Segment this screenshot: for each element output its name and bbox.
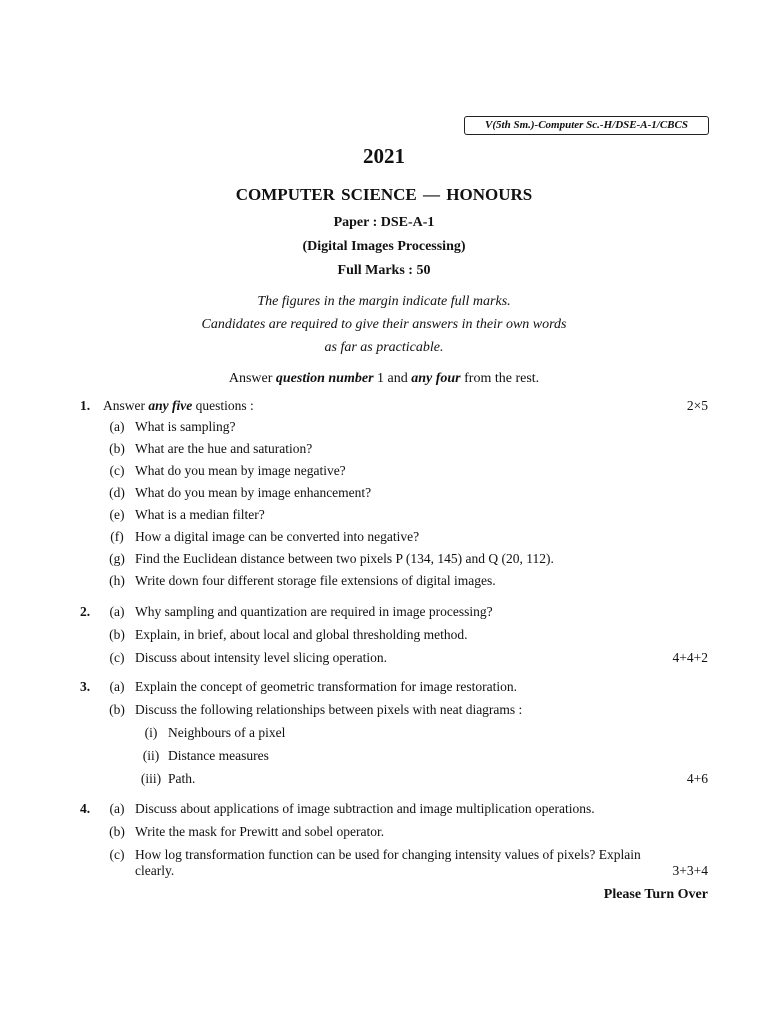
q2-item-label: (b) (109, 627, 125, 642)
q1-stem (103, 398, 254, 414)
paper-code-box: V(5th Sm.)-Computer Sc.-H/DSE-A-1/CBCS (464, 116, 709, 135)
q1-item-label: (a) (109, 419, 125, 434)
q1-stem-suffix: questions : (192, 398, 254, 413)
q2-item-label: (c) (109, 650, 125, 665)
q1-item-label: (f) (110, 529, 124, 544)
q1-item-text: What are the hue and saturation? (135, 441, 313, 456)
q1-item-label: (d) (109, 485, 125, 500)
q3-subitem-text: Path. (168, 771, 196, 786)
q3-subitem-text: Neighbours of a pixel (168, 725, 286, 740)
answer-note-mid: 1 and (373, 371, 412, 386)
q1-item-text: What do you mean by image negative? (135, 463, 346, 478)
please-turn-over: Please Turn Over (603, 887, 708, 902)
instruction-line-3: as far as practicable. (324, 340, 444, 355)
q3-subitem-label: (i) (144, 725, 158, 740)
q1-number: 1. (80, 398, 91, 413)
q3-item-text: Discuss the following relationships between pixels with neat diagrams : (135, 702, 523, 717)
q4-item-text-continuation: clearly. (135, 863, 175, 878)
q4-item-label: (a) (109, 801, 125, 816)
q4-number: 4. (80, 801, 91, 816)
q3-item-label: (b) (109, 702, 125, 717)
q4-item-label: (c) (109, 847, 125, 862)
q4-item-text: How log transformation function can be used for changing intensity values of pixels? Explain (135, 847, 641, 862)
instruction-line-1: The figures in the margin indicate full marks. (257, 294, 511, 309)
answer-note-pre: Answer (228, 371, 276, 386)
q1-item-label: (h) (109, 573, 125, 588)
q1-marks: 2×5 (686, 398, 708, 413)
q1-stem-prefix: Answer (103, 398, 149, 413)
q2-item-label: (a) (109, 604, 125, 619)
q2-number: 2. (80, 604, 91, 619)
q4-item-text: Discuss about applications of image subtraction and image multiplication operations. (135, 801, 595, 816)
q2-marks: 4+4+2 (672, 650, 708, 665)
q3-marks: 4+6 (686, 771, 708, 786)
q3-subitem-label: (ii) (142, 748, 160, 763)
q1-item-label: (b) (109, 441, 125, 456)
q3-item-label: (a) (109, 679, 125, 694)
q4-marks: 3+3+4 (672, 863, 708, 878)
q1-item-label: (g) (109, 551, 125, 566)
q1-item-text: Find the Euclidean distance between two pixels P (134, 145) and Q (20, 112). (135, 551, 554, 566)
subject-title: COMPUTER SCIENCE — HONOURS (235, 185, 533, 204)
q3-subitem-label: (iii) (140, 771, 162, 786)
q2-item-text: Discuss about intensity level slicing operation. (135, 650, 387, 665)
paper-title: (Digital Images Processing) (302, 239, 466, 254)
q1-stem-emph: any five (148, 398, 193, 413)
q4-item-text: Write the mask for Prewitt and sobel operator. (135, 824, 385, 839)
answer-instruction (0, 371, 768, 387)
q1-item-text: How a digital image can be converted into negative? (135, 529, 420, 544)
q3-number: 3. (80, 679, 91, 694)
q1-item-label: (e) (109, 507, 125, 522)
answer-note-bold-1: question number (275, 371, 374, 386)
exam-year: 2021 (363, 144, 405, 168)
instruction-line-2: Candidates are required to give their answers in their own words (201, 317, 567, 332)
q1-item-text: What is a median filter? (135, 507, 265, 522)
full-marks: Full Marks : 50 (337, 263, 431, 278)
q3-item-text: Explain the concept of geometric transformation for image restoration. (135, 679, 517, 694)
q2-item-text: Explain, in brief, about local and global thresholding method. (135, 627, 468, 642)
answer-note-post: from the rest. (460, 371, 540, 386)
paper-code: Paper : DSE-A-1 (333, 215, 435, 230)
q1-item-label: (c) (109, 463, 125, 478)
q1-item-text: What do you mean by image enhancement? (135, 485, 372, 500)
q3-subitem-text: Distance measures (168, 748, 269, 763)
q1-item-text: Write down four different storage file extensions of digital images. (135, 573, 496, 588)
answer-note-bold-2: any four (411, 371, 461, 386)
q4-item-label: (b) (109, 824, 125, 839)
q1-item-text: What is sampling? (135, 419, 236, 434)
q2-item-text: Why sampling and quantization are required in image processing? (135, 604, 493, 619)
